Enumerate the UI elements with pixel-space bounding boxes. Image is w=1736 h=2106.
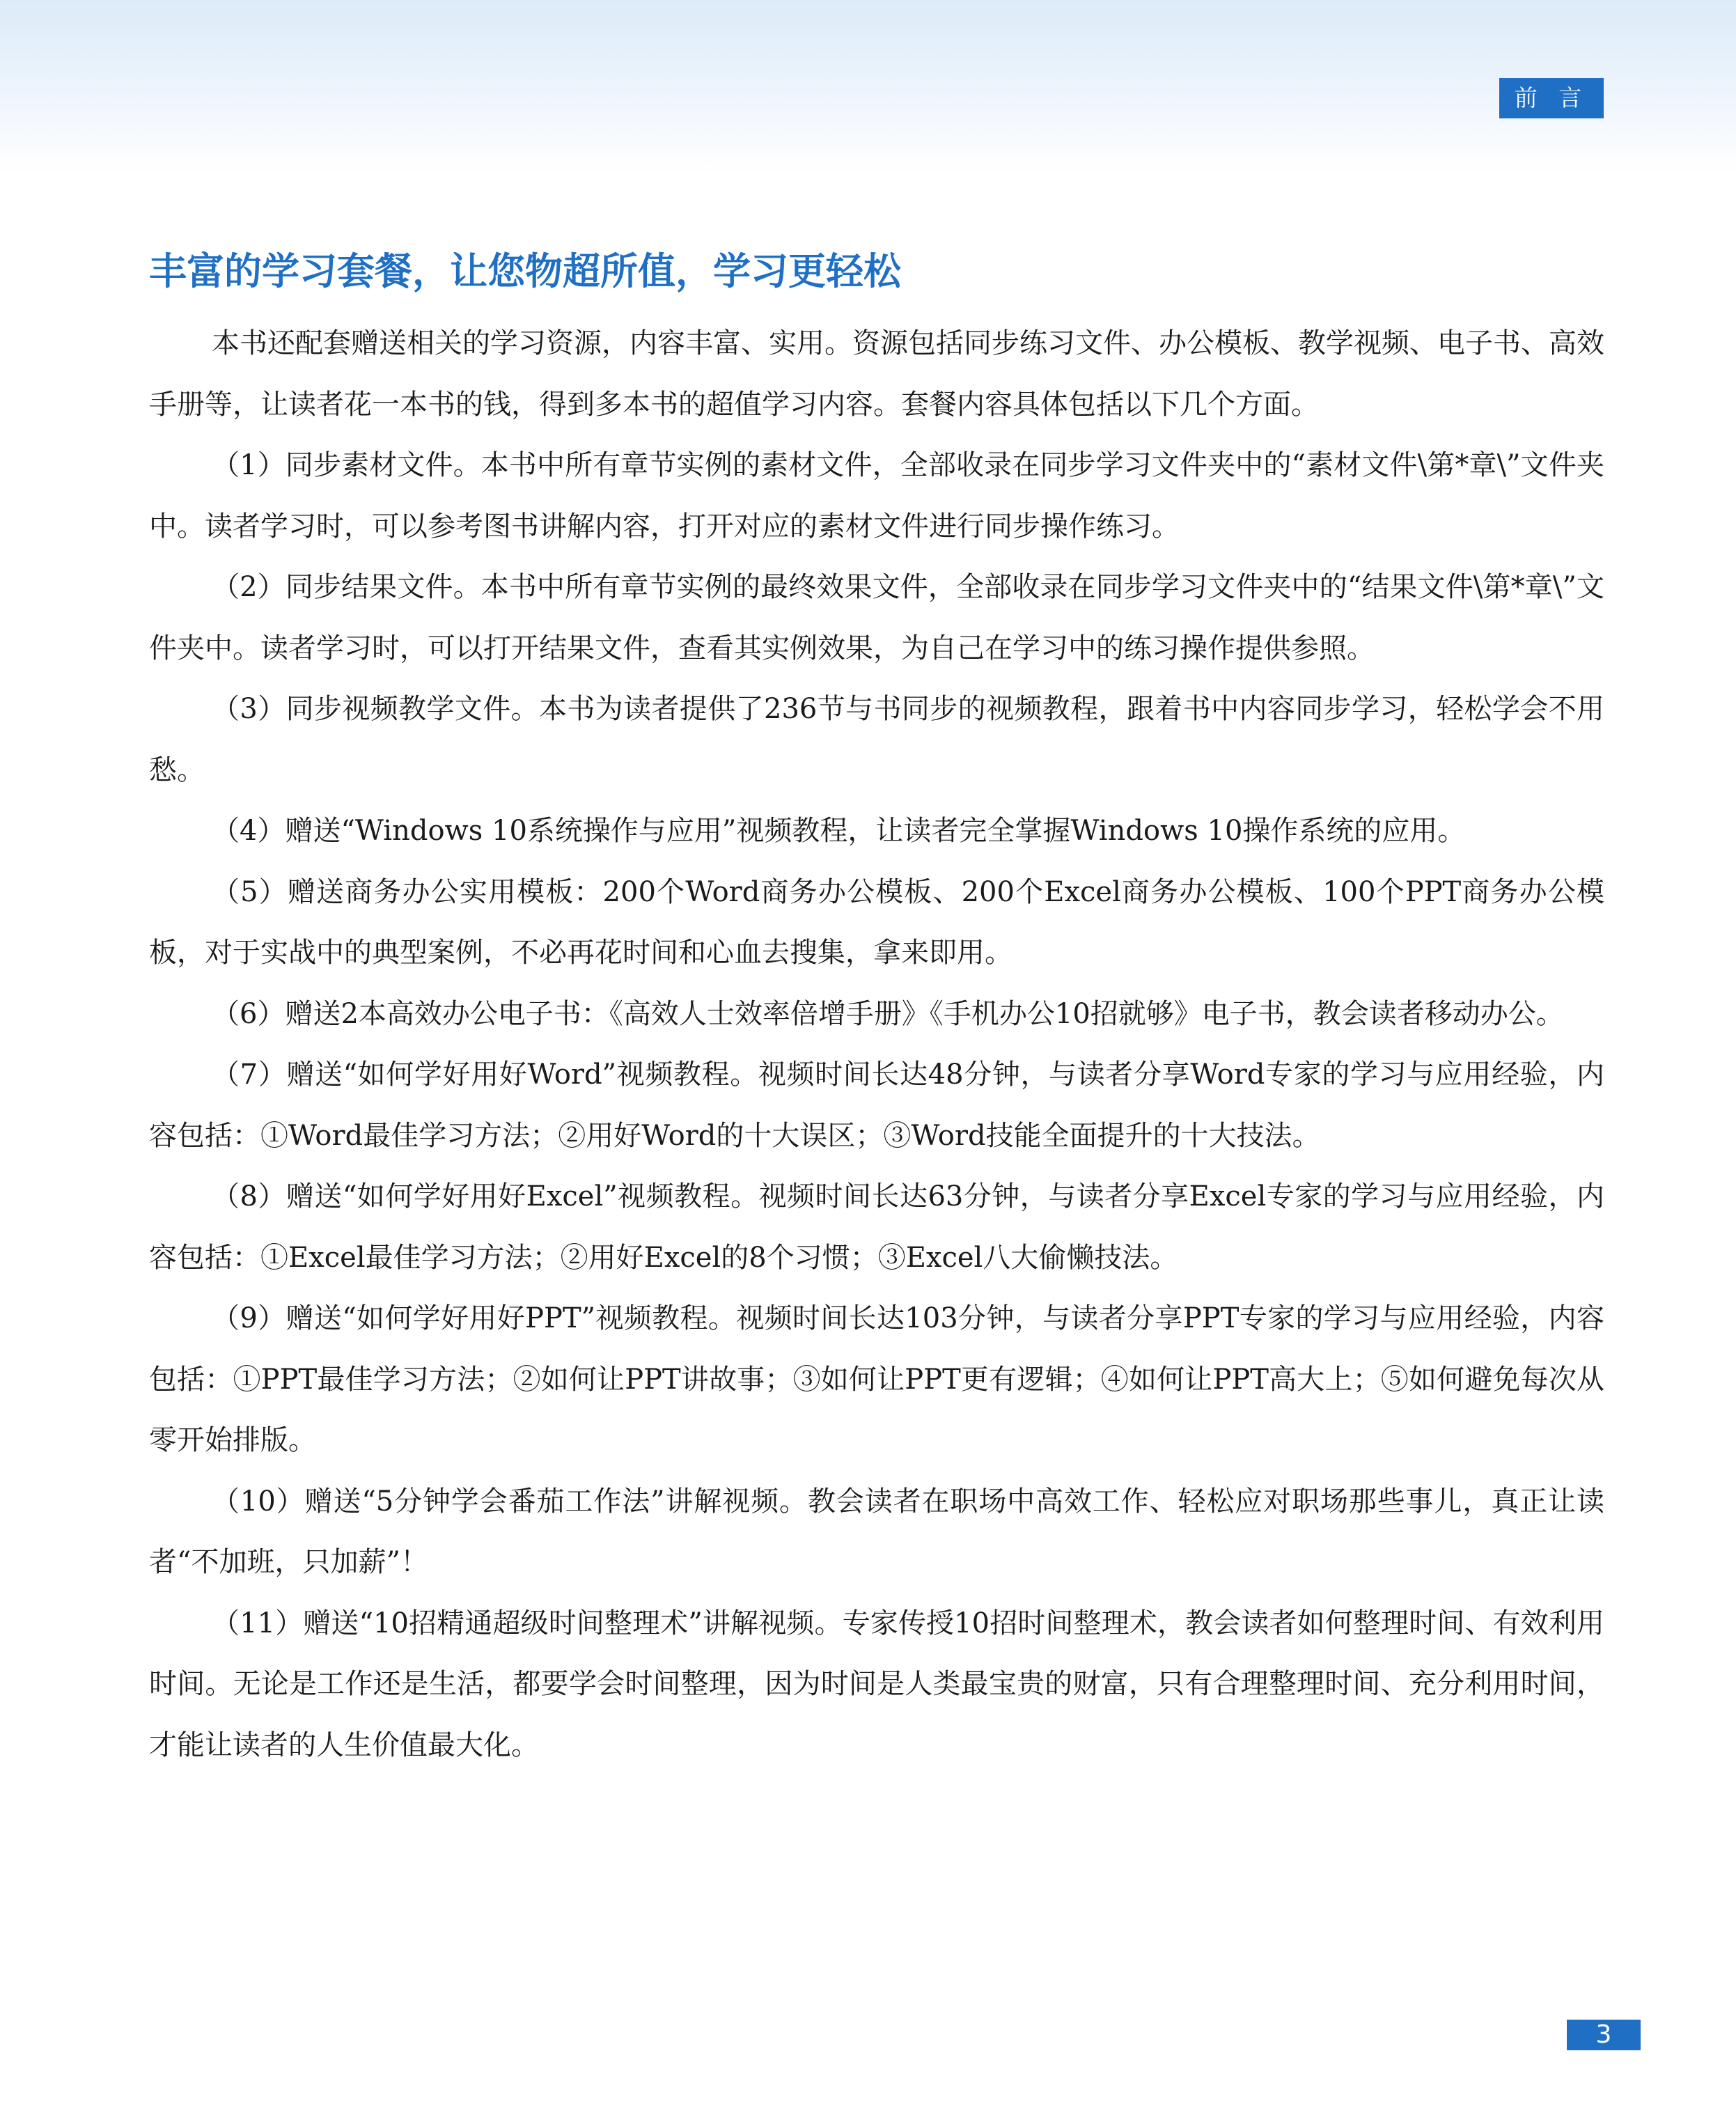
body-text bbox=[149, 313, 1604, 1776]
paragraph-intro: 本书还配套赠送相关的学习资源，内容丰富、实用。资源包括同步练习文件、办公模板、教学视频、电子书、高效手册等，让读者花一本书的钱，得到多本书的超值学习内容。套餐内容具体包括以下几个方面。 bbox=[149, 327, 1604, 421]
paragraph-item-4: （4）赠送“Windows 10系统操作与应用”视频教程，让读者完全掌握Windows 10操作系统的应用。 bbox=[212, 815, 1466, 847]
paragraph-item-9: （9）赠送“如何学好用好PPT”视频教程。视频时间长达103分钟，与读者分享PPT专家的学习与应用经验，内容包括：①PPT最佳学习方法；②如何让PPT讲故事；③如何让PPT更有逻辑；④如何让PPT高大上；⑤如何避免每次从零开始排版。 bbox=[149, 1302, 1604, 1456]
section-label: 前 言 bbox=[1499, 78, 1604, 118]
paragraph-item-5: （5）赠送商务办公实用模板：200个Word商务办公模板、200个Excel商务办公模板、100个PPT商务办公模板，对于实战中的典型案例，不必再花时间和心血去搜集，拿来即用。 bbox=[149, 875, 1604, 969]
section-heading: 丰富的学习套餐，让您物超所值，学习更轻松 bbox=[149, 249, 901, 293]
header-band bbox=[0, 0, 1736, 174]
paragraph-item-10: （10）赠送“5分钟学会番茄工作法”讲解视频。教会读者在职场中高效工作、轻松应对职场那些事儿，真正让读者“不加班，只加薪”！ bbox=[149, 1485, 1604, 1578]
paragraph-item-1: （1）同步素材文件。本书中所有章节实例的素材文件，全部收录在同步学习文件夹中的“素材文件\第*章\”文件夹中。读者学习时，可以参考图书讲解内容，打开对应的素材文件进行同步操作练习。 bbox=[149, 449, 1604, 543]
paragraph-item-2: （2）同步结果文件。本书中所有章节实例的最终效果文件，全部收录在同步学习文件夹中的“结果文件\第*章\”文件夹中。读者学习时，可以打开结果文件，查看其实例效果，为自己在学习中的练习操作提供参照。 bbox=[149, 571, 1604, 664]
page-number: 3 bbox=[1567, 2020, 1641, 2050]
paragraph-item-3: （3）同步视频教学文件。本书为读者提供了236节与书同步的视频教程，跟着书中内容同步学习，轻松学会不用愁。 bbox=[149, 693, 1604, 786]
paragraph-item-8: （8）赠送“如何学好用好Excel”视频教程。视频时间长达63分钟，与读者分享Excel专家的学习与应用经验，内容包括：①Excel最佳学习方法；②用好Excel的8个习惯；③Excel八大偷懒技法。 bbox=[149, 1180, 1604, 1274]
paragraph-item-6: （6）赠送2本高效办公电子书：《高效人士效率倍增手册》《手机办公10招就够》电子书，教会读者移动办公。 bbox=[212, 997, 1564, 1030]
paragraph-item-7: （7）赠送“如何学好用好Word”视频教程。视频时间长达48分钟，与读者分享Word专家的学习与应用经验，内容包括：①Word最佳学习方法；②用好Word的十大误区；③Word技能全面提升的十大技法。 bbox=[149, 1059, 1604, 1152]
paragraph-item-11: （11）赠送“10招精通超级时间整理术”讲解视频。专家传授10招时间整理术，教会读者如何整理时间、有效利用时间。无论是工作还是生活，都要学会时间整理，因为时间是人类最宝贵的财富，只有合理整理时间、充分利用时间，才能让读者的人生价值最大化。 bbox=[149, 1607, 1604, 1761]
